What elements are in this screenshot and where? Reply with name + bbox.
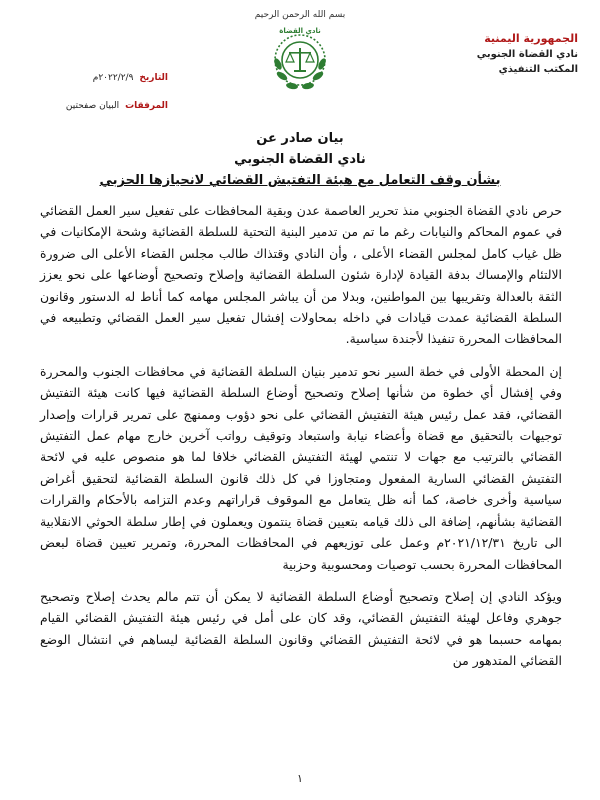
statement-title — [0, 128, 600, 191]
emblem-caption: نادي القضاة — [279, 27, 321, 35]
scales-emblem-icon — [266, 24, 334, 96]
title-line-2: نادي القضاة الجنوبي — [234, 152, 366, 167]
date-label: التاريخ — [139, 73, 168, 83]
letterhead-right — [428, 30, 578, 77]
paragraph-2: إن المحطة الأولى في خطة السير نحو تدمير بنيان السلطة القضائية في محافظات الجنوب والمحررة وفي إفشال أي خطوة من شأنها إصلاح وتصحيح أوضاع السلطة القضائية فيها كانت هيئة التفتيش القضائي، فقد عمل رئيس هيئة التفتيش القضائي على نحو دؤوب وممنهج على تمرير قرارات وإصدار توجيهات بالتحقيق مع قضاة وأعضاء نيابة واستبعاد وتوقيف رواتب آخرين خارج مهام عمل التفتيش القضائي بالترتيب مع جهات لا تنتمي لهيئة التفتيش القضائي خلافا لما هو منصوص عليه في لائحة التفتيش القضائي السارية المفعول ومتجاوزا في كل ذلك قانون السلطة القضائية لتحقيق أغراض سياسية وأخرى خاصة، كما أنه ظل يتعامل مع الموقوف قراراتهم وعدم التزامه بالأحكام والقرارات القضائية بشأنهم، إضافة الى ذلك قيامه بتعيين قضاة ينتمون ويعملون في إطار سلطة الحوثي الانقلابية الى تاريخ ٢٠٢١/١٢/٣١م وعمل على توزيعهم في المحافظات المحررة، وتمرير تعيين قضاة لبعض المحافظات المحررة بحسب توصيات ومحسوبية وحزبية — [40, 363, 562, 572]
attachments-label: المرفقات — [125, 101, 168, 111]
office-name: المكتب التنفيذي — [498, 64, 578, 75]
attachments-value: البيان صفحتين — [65, 101, 120, 111]
attachments-row — [38, 92, 168, 120]
title-line-3: بشأن وقف التعامل مع هيئة التفتيش القضائي لانحيازها الحزبي — [99, 173, 501, 188]
date-row — [38, 64, 168, 92]
country-name: الجمهورية اليمنية — [484, 32, 578, 45]
organization-name: نادي القضاة الجنوبي — [476, 49, 578, 60]
title-line-1: بيان صادر عن — [256, 131, 344, 146]
paragraph-3: ويؤكد النادي إن إصلاح وتصحيح أوضاع السلطة القضائية لا يمكن أن تتم مالم يحدث إصلاح وتصحيح جوهري وفاعل لهيئة التفتيش القضائي، وقد كان على أمل في رئيس هيئة التفتيش القضائي القيام بمهامه حسبما هو في لائحة التفتيش القضائي وقانون السلطة القضائية ليساهم في انتشال الوضع القضائي المتدهور من — [40, 588, 562, 669]
statement-body — [40, 200, 562, 683]
date-value: ٢٠٢٢/٢/٩م — [92, 73, 134, 83]
paragraph-1: حرص نادي القضاة الجنوبي منذ تحرير العاصمة عدن وبقية المحافظات على تفعيل سير العمل القضائي في عموم المحاكم والنيابات رغم ما تم من تدمير البنية التحتية للسلطة القضائية وشحة الإمكانيات في ظل غياب كامل لمجلس القضاء الأعلى ، وأن النادي وقتذاك طالب مجلس القضاء الأعلى الى ضرورة الالتئام والإمساك بدفة القيادة لإدارة شئون السلطة القضائية وإصلاح وتصحيح أوضاعها على نحو يعزز الثقة بالعدالة وتقريبها بين المواطنين، وبدلا من أن يباشر المجلس مهامه كما أناط له الدستور وقانون السلطة القضائية عمدت قيادات في داخله بمحاولات إفشال تفعيل سير العمل القضائي وتطبيعه في المحافظات المحررة تنفيذا لأجندة سياسية. — [40, 203, 562, 347]
page-number: ١ — [297, 772, 303, 785]
basmala: بسم الله الرحمن الرحيم — [254, 10, 346, 20]
letterhead-left — [38, 64, 168, 120]
